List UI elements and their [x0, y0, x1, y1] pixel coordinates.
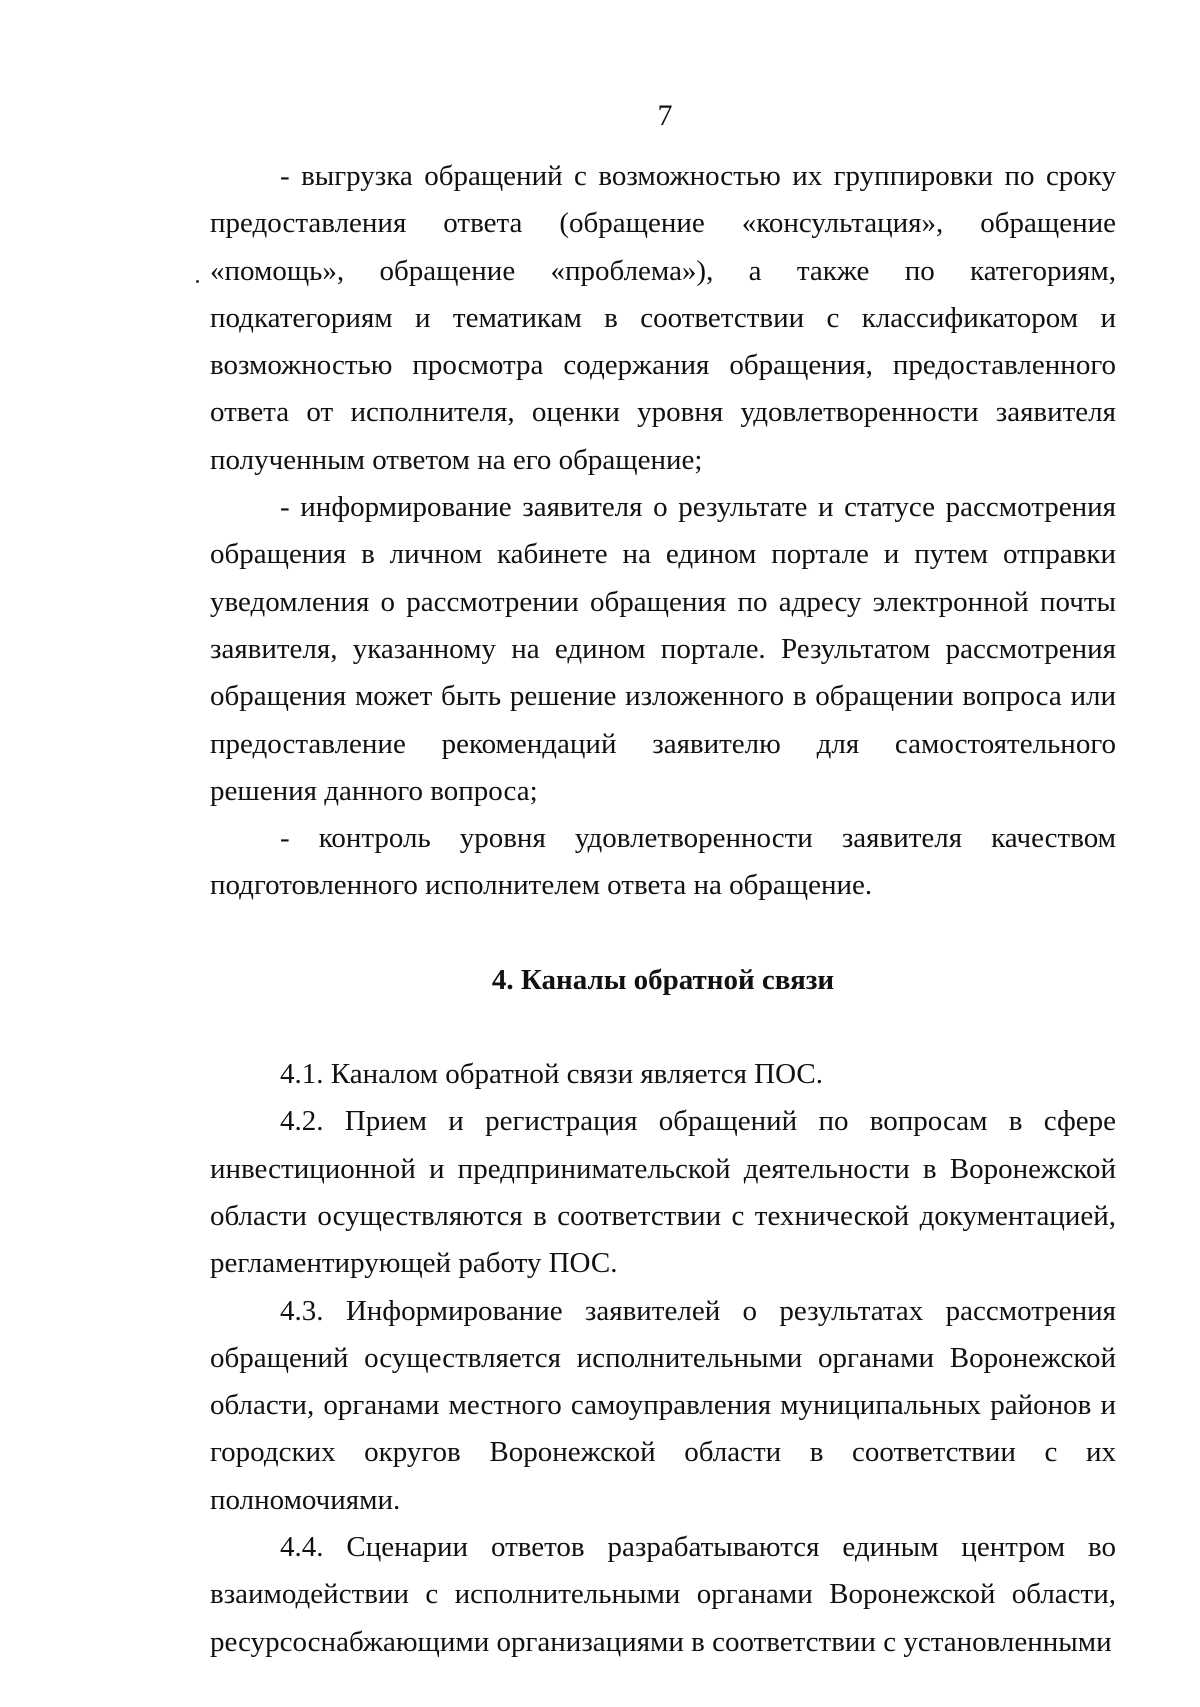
list-item-informing: - информирование заявителя о результате и статусе рассмотрения обращения в личном кабинете на едином портале и путем отправки уведомления о рассмотрении обращения по адресу электронной почты заявителя, указанному на едином портале. Результатом рассмотрения обращения может быть решение изложенного в обращении вопроса или предоставление рекомендаций заявителю для самостоятельного решения данного вопроса;: [210, 491, 1116, 807]
page-number: 7: [657, 99, 673, 132]
clause-4-3: 4.3. Информирование заявителей о результатах рассмотрения обращений осуществляется исполнительными органами Воронежской области, органами местного самоуправления муниципальных районов и городских округов Воронежской области в соответствии с их полномочиями.: [210, 1294, 1116, 1516]
scan-speck: [196, 280, 199, 283]
list-item-control: - контроль уровня удовлетворенности заявителя качеством подготовленного исполнителем ответа на обращение.: [210, 822, 1116, 902]
document-body: [210, 153, 1116, 1666]
clause-4-2: 4.2. Прием и регистрация обращений по вопросам в сфере инвестиционной и предпринимательской деятельности в Воронежской области осуществляются в соответствии с технической документацией, регламентирующей работу ПОС.: [210, 1105, 1116, 1280]
clause-4-4: 4.4. Сценарии ответов разрабатываются единым центром во взаимодействии с исполнительными органами Воронежской области, ресурсоснабжающими организациями в соответствии с установленными: [210, 1531, 1116, 1658]
section-heading: 4. Каналы обратной связи: [491, 963, 835, 996]
clause-4-1: 4.1. Каналом обратной связи является ПОС.: [280, 1058, 823, 1091]
list-item-export: - выгрузка обращений с возможностью их группировки по сроку предоставления ответа (обращение «консультация», обращение «помощь», обращение «проблема»), а также по категориям, подкатегориям и тематикам в соответствии с классификатором и возможностью просмотра содержания обращения, предоставленного ответа от исполнителя, оценки уровня удовлетворенности заявителя полученным ответом на его обращение;: [210, 160, 1116, 476]
